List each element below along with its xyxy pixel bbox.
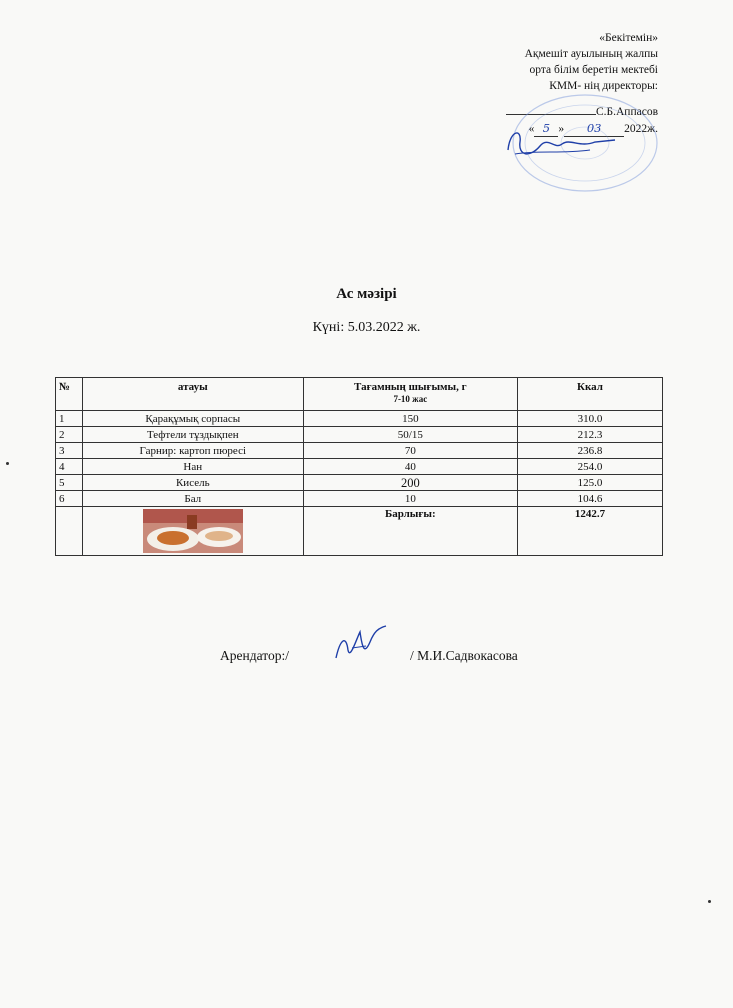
date-month: 03 — [564, 120, 624, 137]
date-quote-close: » — [558, 123, 565, 135]
table-header-row — [56, 378, 663, 411]
food-photo — [143, 509, 243, 553]
row-kcal: 236.8 — [517, 443, 662, 459]
document-title: Ас мәзірі — [336, 286, 397, 302]
approval-line-4: КММ- нің директоры: — [549, 80, 658, 92]
total-empty-cell — [56, 507, 83, 556]
table-row — [56, 427, 663, 443]
row-no: 5 — [56, 475, 83, 491]
row-name: Кисель — [82, 475, 303, 491]
table-row — [56, 411, 663, 427]
header-output — [303, 378, 517, 411]
header-age: 7-10 жас — [393, 394, 428, 404]
scan-dot — [708, 900, 711, 903]
row-kcal: 104.6 — [517, 491, 662, 507]
total-row — [56, 507, 663, 556]
table-row — [56, 491, 663, 507]
row-no: 3 — [56, 443, 83, 459]
row-no: 1 — [56, 411, 83, 427]
row-output: 150 — [303, 411, 517, 427]
row-name: Гарнир: картоп пюресі — [82, 443, 303, 459]
row-no: 4 — [56, 459, 83, 475]
row-kcal: 125.0 — [517, 475, 662, 491]
scan-dot — [6, 462, 9, 465]
row-kcal: 310.0 — [517, 411, 662, 427]
row-no: 2 — [56, 427, 83, 443]
row-name: Тефтели тұздықпен — [82, 427, 303, 443]
approval-line-2: Ақмешіт ауылының жалпы — [524, 48, 658, 60]
director-signature — [500, 120, 620, 165]
row-output: 40 — [303, 459, 517, 475]
document-date: Күні: 5.03.2022 ж. — [312, 320, 421, 335]
footer — [220, 648, 620, 678]
date-quote-open: « — [528, 123, 535, 135]
row-output: 200 — [303, 475, 517, 491]
total-value: 1242.7 — [517, 507, 662, 556]
food-photo-cell — [82, 507, 303, 556]
row-name: Нан — [82, 459, 303, 475]
table-row — [56, 459, 663, 475]
row-no: 6 — [56, 491, 83, 507]
total-label: Барлығы: — [303, 507, 517, 556]
tenant-signature — [330, 620, 390, 665]
row-kcal: 254.0 — [517, 459, 662, 475]
row-output: 70 — [303, 443, 517, 459]
tenant-label: Арендатор:/ — [220, 648, 289, 663]
date-year: 2022ж. — [624, 123, 658, 135]
date-day: 5 — [534, 120, 558, 137]
table-row — [56, 475, 663, 491]
row-name: Бал — [82, 491, 303, 507]
row-name: Қарақұмық сорпасы — [82, 411, 303, 427]
table-row — [56, 443, 663, 459]
approval-line-3: орта білім беретін мектебі — [529, 64, 658, 76]
row-output: 10 — [303, 491, 517, 507]
row-output: 50/15 — [303, 427, 517, 443]
director-name: С.Б.Аппасов — [595, 106, 658, 118]
header-kcal: Ккал — [517, 378, 662, 411]
tenant-name: / М.И.Садвокасова — [410, 648, 518, 663]
approval-line-1: «Бекітемін» — [599, 32, 658, 44]
row-kcal: 212.3 — [517, 427, 662, 443]
header-no: № — [56, 378, 83, 411]
menu-table — [55, 377, 663, 556]
header-name: атауы — [82, 378, 303, 411]
header-output-label: Тағамның шығымы, г — [354, 381, 467, 393]
